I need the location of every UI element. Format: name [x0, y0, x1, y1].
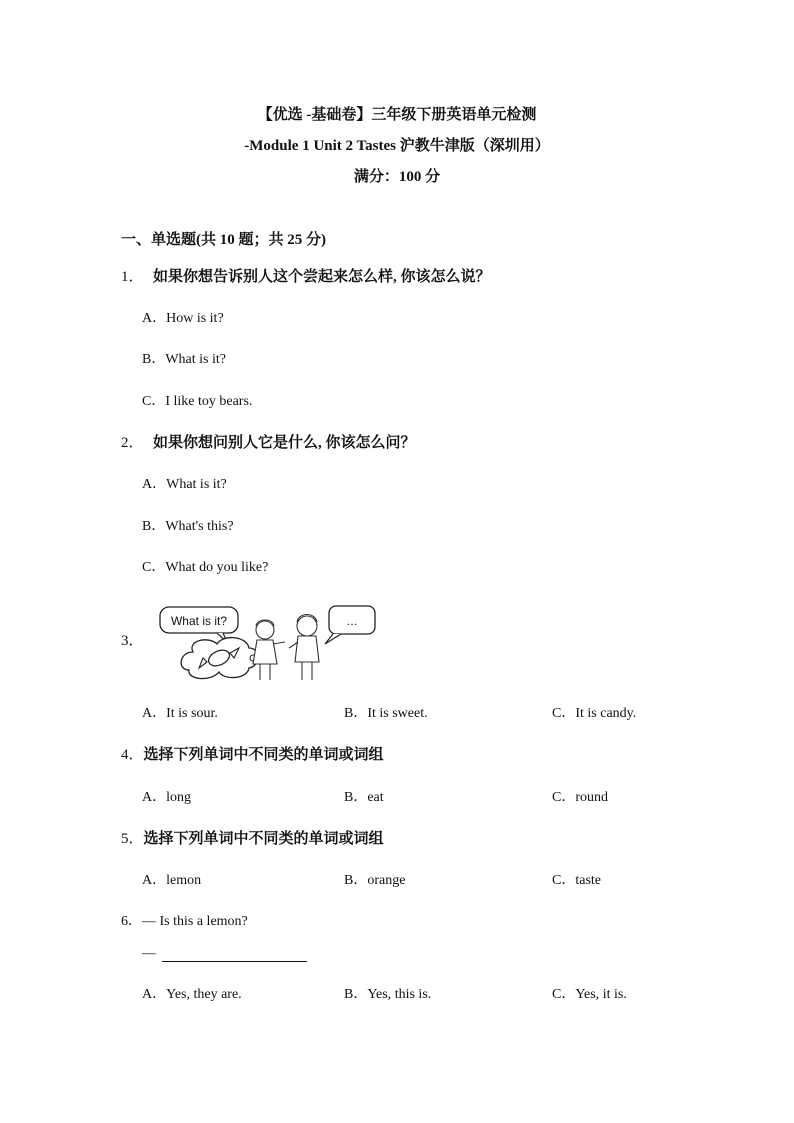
- answer-dash: —: [142, 946, 156, 961]
- question-number: 4．: [121, 747, 144, 763]
- q3-option-b[interactable]: B．It is sweet.: [344, 706, 428, 721]
- q4-option-a[interactable]: A．long: [142, 790, 191, 805]
- answer-blank[interactable]: [162, 947, 307, 962]
- q4-option-b[interactable]: B．eat: [344, 790, 384, 805]
- q1-option-b[interactable]: B．What is it?: [142, 352, 226, 367]
- question-2: [121, 431, 416, 452]
- question-6: [121, 910, 248, 930]
- question-text: 如果你想告诉别人这个尝起来怎么样, 你该怎么说？: [153, 269, 491, 285]
- question-number: 3．: [121, 633, 144, 649]
- q5-option-c[interactable]: C．taste: [552, 873, 601, 888]
- q6-answer-line: [142, 946, 307, 962]
- q2-option-b[interactable]: B．What's this?: [142, 519, 234, 534]
- question-number: 5．: [121, 831, 144, 847]
- q4-option-c[interactable]: C．round: [552, 790, 608, 805]
- question-number: 2．: [121, 435, 144, 451]
- q6-option-c[interactable]: C．Yes, it is.: [552, 987, 627, 1002]
- q5-option-b[interactable]: B．orange: [344, 873, 406, 888]
- question-4: [121, 743, 384, 764]
- question-1: [121, 265, 491, 286]
- question-5: [121, 827, 384, 848]
- q6-option-b[interactable]: B．Yes, this is.: [344, 987, 432, 1002]
- question-text: 选择下列单词中不同类的单词或词组: [143, 831, 384, 847]
- page-subtitle: -Module 1 Unit 2 Tastes 沪教牛津版（深圳用）: [244, 138, 550, 154]
- q2-option-a[interactable]: A．What is it?: [142, 477, 227, 492]
- question-number: 6．: [121, 914, 142, 929]
- speech-right-text: …: [346, 614, 358, 628]
- q3-option-c[interactable]: C．It is candy.: [552, 706, 637, 721]
- question-3: [121, 629, 153, 650]
- q1-option-a[interactable]: A．How is it?: [142, 311, 224, 326]
- q1-option-c[interactable]: C．I like toy bears.: [142, 394, 253, 409]
- question-text: 如果你想问别人它是什么, 你该怎么问？: [153, 435, 416, 451]
- q3-option-a[interactable]: A．It is sour.: [142, 706, 218, 721]
- q2-option-c[interactable]: C．What do you like?: [142, 560, 269, 575]
- speech-left-text: What is it?: [170, 614, 228, 628]
- question-text: — Is this a lemon?: [142, 914, 248, 929]
- q6-option-a[interactable]: A．Yes, they are.: [142, 987, 242, 1002]
- girl-icon: [253, 620, 285, 680]
- question-number: 1．: [121, 269, 144, 285]
- question-3-illustration: [157, 596, 379, 684]
- page-title: 【优选 -基础卷】三年级下册英语单元检测: [257, 107, 537, 123]
- question-text: 选择下列单词中不同类的单词或词组: [143, 747, 384, 763]
- full-score: 满分：100 分: [353, 169, 441, 185]
- boy-icon: [289, 615, 319, 681]
- q5-option-a[interactable]: A．lemon: [142, 873, 202, 888]
- section-heading: 一、单选题(共 10 题；共 25 分): [121, 232, 326, 248]
